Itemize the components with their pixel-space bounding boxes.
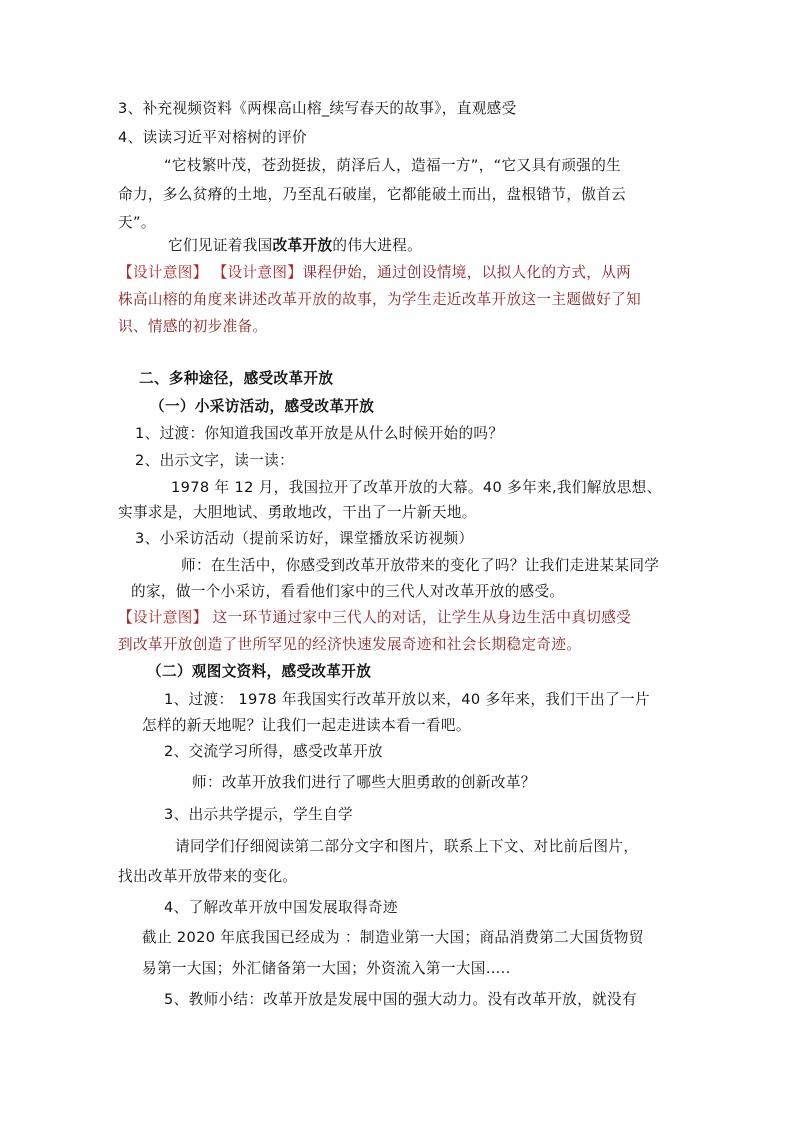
text-segment: 课程伊始，通过创设情境，以拟人化的方式，从两 — [302, 264, 632, 281]
text-line: 找出改革开放带来的变化。 — [118, 868, 298, 885]
subsection-heading: （二）观图文资料，感受改革开放 — [147, 663, 372, 680]
text-line: 1、过渡： 1978 年我国实行改革开放以来，40 多年来，我们干出了一片 — [164, 691, 650, 708]
section-heading: 二、多种途径，感受改革开放 — [139, 370, 334, 387]
text-line: 易第一大国；外汇储备第一大国；外资流入第一大国….. — [142, 960, 511, 977]
text-line: 1978 年 12 月，我国拉开了改革开放的大幕。40 多年来,我们解放思想、 — [171, 479, 662, 496]
text-line: 4、了解改革开放中国发展取得奇迹 — [164, 899, 398, 916]
design-intent-line: 到改革开放创造了世所罕见的经济快速发展奇迹和社会长期稳定奇迹。 — [118, 636, 582, 653]
text-line: 师：在生活中，你感受到改革开放带来的变化了吗？让我们走进某某同学 — [181, 557, 660, 574]
text-line: 3、补充视频资料《两棵高山榕_续写春天的故事》，直观感受 — [118, 100, 517, 117]
text-line: 命力，多么贫瘠的土地，乃至乱石破崖，它都能破土而出，盘根错节，傲首云 — [118, 186, 627, 203]
design-intent-tag: 【设计意图】 【设计意图】 — [118, 264, 303, 281]
text-line: 实事求是，大胆地试、勇敢地改，干出了一片新天地。 — [118, 504, 477, 521]
text-segment: 这一环节通过家中三代人的对话，让学生从身边生活中真切感受 — [207, 609, 632, 626]
text-line: 天”。 — [118, 214, 156, 231]
text-line: 请同学们仔细阅读第二部分文字和图片，联系上下文、对比前后图片， — [175, 838, 639, 855]
text-segment: 它们见证着我国 — [168, 237, 273, 254]
design-intent-line: 株高山榕的角度来讲述改革开放的故事，为学生走近改革开放这一主题做好了知 — [118, 291, 642, 308]
text-line: 4、读读习近平对榕树的评价 — [118, 129, 307, 146]
text-line: 师：改革开放我们进行了哪些大胆勇敢的创新改革？ — [192, 774, 536, 791]
text-line: 1、过渡：你知道我国改革开放是从什么时候开始的吗？ — [135, 425, 504, 442]
design-intent-line — [118, 262, 631, 284]
text-segment: 的伟大进程。 — [332, 237, 423, 254]
text-line: 5、教师小结：改革开放是发展中国的强大动力。没有改革开放，就没有 — [164, 991, 637, 1008]
emphasis-text: 改革开放 — [272, 237, 333, 254]
design-intent-line — [118, 607, 631, 629]
text-line: 2、交流学习所得，感受改革开放 — [164, 743, 383, 760]
text-line: 怎样的新天地呢？让我们一起走进读本看一看吧。 — [142, 717, 471, 734]
text-line: “它枝繁叶茂，苍劲挺拔，荫泽后人，造福一方”，“它又具有顽强的生 — [164, 157, 622, 174]
text-line: 3、小采访活动（提前采访好，课堂播放采访视频） — [135, 530, 474, 547]
design-intent-tag: 【设计意图】 — [118, 609, 208, 626]
text-line: 2、出示文字，读一读： — [135, 452, 295, 469]
text-line: 的家，做一个小采访，看看他们家中的三代人对改革开放的感受。 — [131, 583, 565, 600]
subsection-heading: （一）小采访活动，感受改革开放 — [150, 398, 375, 415]
text-line: 截止 2020 年底我国已经成为 ：制造业第一大国；商品消费第二大国货物贸 — [142, 929, 644, 946]
design-intent-line: 识、情感的初步准备。 — [118, 318, 268, 335]
text-line: 3、出示共学提示，学生自学 — [164, 806, 353, 823]
text-line — [168, 235, 422, 257]
